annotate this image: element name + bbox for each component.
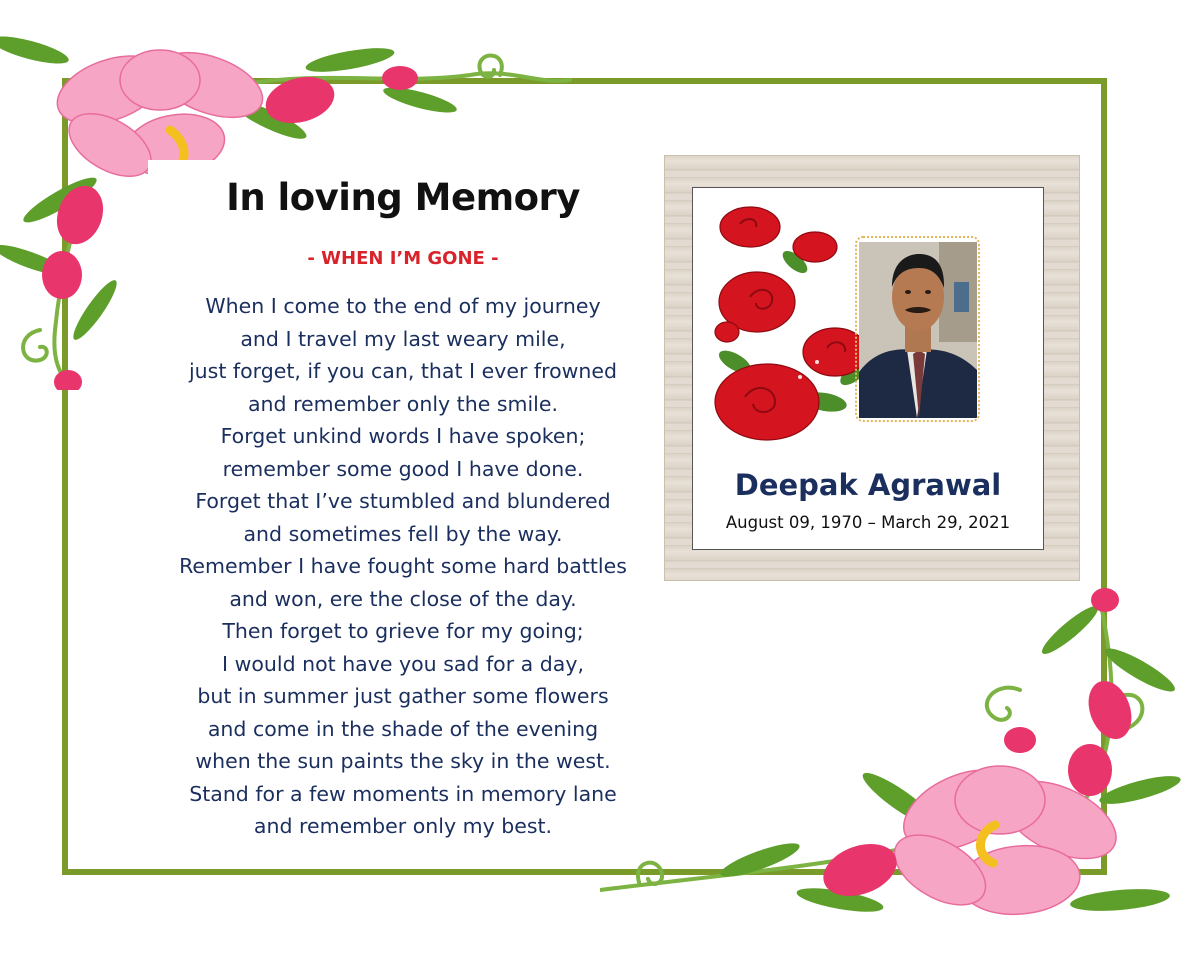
deceased-name: Deepak Agrawal: [734, 468, 1002, 502]
page-title: In loving Memory: [226, 176, 580, 219]
portrait-frame: [855, 236, 980, 422]
poem-line: and won, ere the close of the day.: [229, 586, 577, 611]
poem-panel: [148, 160, 658, 850]
photo-card: [692, 187, 1044, 550]
poem-line: and I travel my last weary mile,: [240, 326, 566, 351]
wood-plank-board: [664, 155, 1080, 581]
life-dates: August 09, 1970 – March 29, 2021: [725, 513, 1011, 532]
poem-line: Stand for a few moments in memory lane: [189, 781, 617, 806]
poem-line: and remember only my best.: [253, 814, 553, 838]
poem-line: I would not have you sad for a day,: [222, 651, 584, 676]
poem-line: but in summer just gather some flowers: [197, 684, 609, 708]
poem-line: Then forget to grieve for my going;: [222, 619, 584, 643]
poem-line: and come in the shade of the evening: [207, 716, 599, 741]
poem-subtitle: - WHEN I’M GONE -: [307, 248, 499, 269]
bottom-right-floral-icon: [600, 570, 1190, 958]
poem-line: Forget unkind words I have spoken;: [220, 424, 586, 448]
poem-line: Forget that I’ve stumbled and blundered: [195, 489, 611, 513]
man-portrait-photo: [859, 242, 977, 418]
poem-line: remember some good I have done.: [222, 456, 584, 481]
poem-line: Remember I have fought some hard battles: [179, 554, 627, 578]
poem-line: when the sun paints the sky in the west.: [195, 749, 611, 773]
poem-line: When I come to the end of my journey: [205, 294, 601, 318]
poem-text: [148, 290, 658, 843]
poem-line: just forget, if you can, that I ever frowned: [188, 359, 618, 383]
poem-line: and sometimes fell by the way.: [243, 521, 563, 546]
poem-line: and remember only the smile.: [247, 391, 558, 416]
